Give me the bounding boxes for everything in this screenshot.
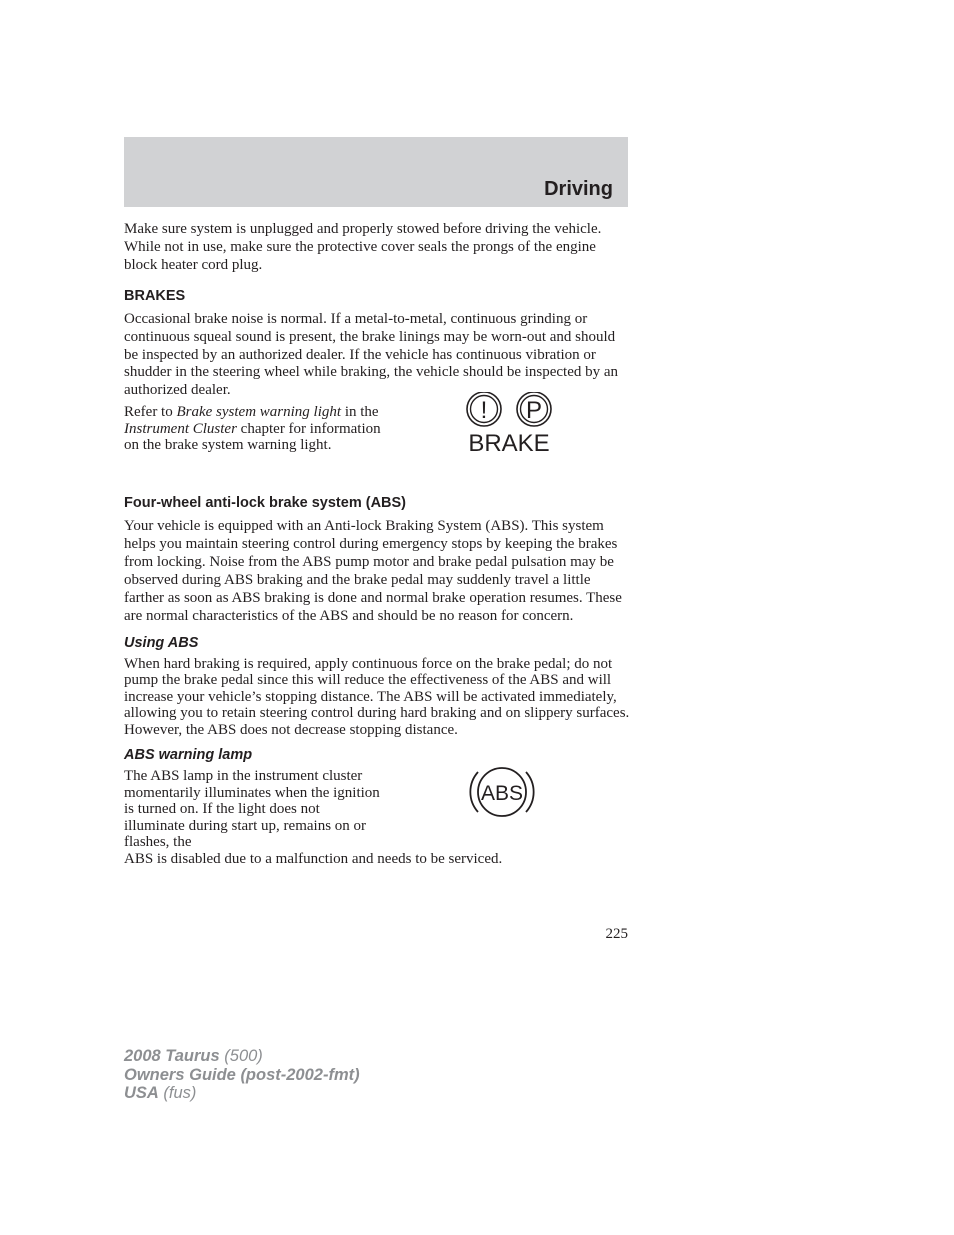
document-footer [124,1047,360,1103]
section-title: Driving [544,178,613,200]
brakes-heading: BRAKES [124,287,186,304]
section-header-band [124,137,628,207]
footer-model-code: (500) [219,1047,263,1065]
abs-lamp-paragraph-end: ABS is disabled due to a malfunction and needs to be serviced. [124,850,503,867]
abs-warning-lamp-heading: ABS warning lamp [124,747,253,764]
abs-warning-icon [464,760,540,824]
footer-model: 2008 Taurus [124,1047,220,1065]
abs-heading: Four-wheel anti-lock brake system (ABS) [124,495,407,512]
using-abs-heading: Using ABS [124,634,199,651]
footer-line-market [124,1084,360,1103]
footer-line-guide [124,1066,360,1085]
abs-lamp-paragraph: The ABS lamp in the instrument cluster momentarily illuminates when the ignition is turned on. If the light does not illuminate during start up, remains on or flashes, the [124,768,380,851]
refer-text: in the [341,404,379,421]
page-content [124,221,630,867]
refer-link-instrument-cluster: Instrument Cluster [124,420,237,437]
page-number: 225 [605,926,628,942]
using-abs-paragraph: When hard braking is required, apply continuous force on the brake pedal; do not pump the brake pedal since this will reduce the effectiveness of the ABS and will increase your vehicle’s stopping distance. The ABS will be activated immediately, allowing you to retain steering control during hard braking and on slippery surfaces. However, the ABS does not decrease stopping distance. [124,655,630,738]
abs-lamp-block [124,768,630,867]
brake-warning-block [124,397,630,476]
refer-text: chapter for information on the brake system warning light. [124,420,381,454]
footer-line-model [124,1047,360,1066]
refer-link-brake-warning-light: Brake system warning light [176,404,342,421]
brake-warning-icon [462,392,562,456]
brake-refer-paragraph [124,404,384,454]
brake-icon-label: BRAKE [468,430,550,457]
brake-icon-exclaim: ! [480,397,488,425]
abs-paragraph: Your vehicle is equipped with an Anti-lock Braking System (ABS). This system helps you maintain steering control during emergency stops by keeping the brakes from locking. Noise from the ABS pump motor and brake pedal pulsation may be observed during ABS braking and the brake pedal may suddenly travel a little farther as soon as ABS braking is done and normal brake operation resumes. These are normal characteristics of the ABS and should be no reason for concern. [124,518,622,624]
footer-market: USA [124,1084,159,1102]
abs-icon-label: ABS [480,782,524,806]
refer-text: Refer to [124,404,177,421]
footer-market-code: (fus) [158,1084,197,1102]
footer-guide: Owners Guide (post-2002-fmt) [124,1065,360,1084]
intro-paragraph: Make sure system is unplugged and properly stowed before driving the vehicle. While not in use, make sure the protective cover seals the prongs of the engine block heater cord plug. [124,221,602,273]
brake-icon-park: P [525,397,543,425]
brakes-paragraph: Occasional brake noise is normal. If a metal-to-metal, continuous grinding or continuous squeal sound is present, the brake linings may be worn-out and should be inspected by an authorized dealer. If the vehicle has continuous vibration or shudder in the steering wheel while braking, the vehicle should be inspected by an authorized dealer. [124,310,619,399]
